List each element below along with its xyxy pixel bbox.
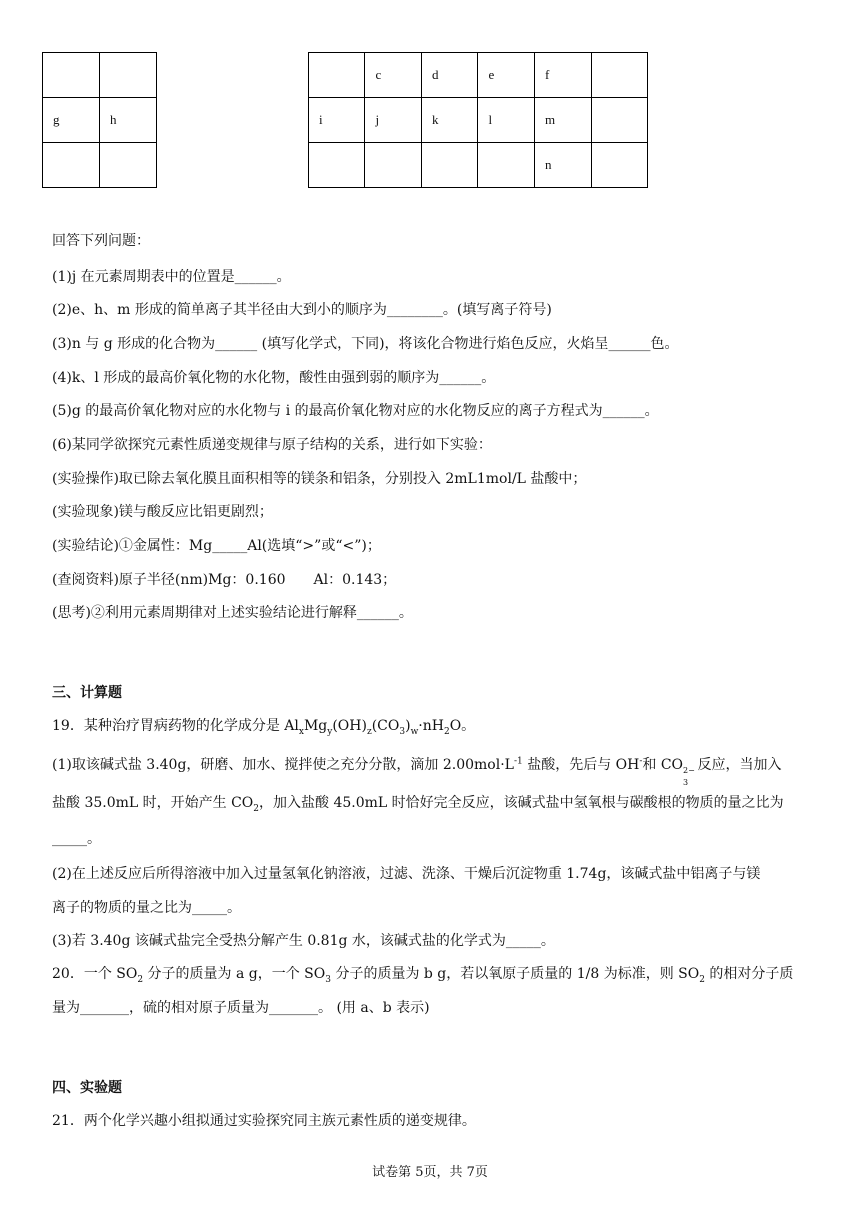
q18-part-5: (5)g 的最高价氧化物对应的水化物与 i 的最高价氧化物对应的水化物反应的离子方程式为______。	[52, 403, 659, 419]
table-cell: l	[478, 98, 535, 143]
section-3-heading: 三、计算题	[52, 685, 122, 701]
q18-part-4: (4)k、l 形成的最高价氧化物的水化物，酸性由强到弱的顺序为______。	[52, 370, 496, 386]
q19-stem: 19．某种治疗胃病药物的化学成分是 $Al_xMg_y(OH)_z(CO_3)_w\cdot nH_2O$。	[52, 718, 476, 737]
periodic-table-left-block	[42, 52, 157, 188]
table-cell: c	[365, 53, 422, 98]
q18-part-3: (3)n 与 g 形成的化合物为______ (填写化学式，下同)，将该化合物进行焰色反应，火焰呈______色。	[52, 336, 679, 352]
q18-intro: 回答下列问题：	[52, 233, 150, 249]
q20-line-2: 量为_______，硫的相对原子质量为_______。 (用 a、b 表示)	[52, 1000, 430, 1016]
table-cell	[591, 143, 647, 188]
periodic-table-right-block	[308, 52, 648, 188]
q18-thinking: (思考)②利用元素周期律对上述实验结论进行解释______。	[52, 605, 413, 621]
q19-part-1-line-3: _____。	[52, 831, 101, 847]
table-cell: d	[421, 53, 478, 98]
q19-part-2-line-2: 离子的物质的量之比为_____。	[52, 900, 241, 916]
q19-part-2-line-1: (2)在上述反应后所得溶液中加入过量氢氧化钠溶液，过滤、洗涤、干燥后沉淀物重 1.74g，该碱式盐中铝离子与镁	[52, 866, 761, 882]
page-footer: 试卷第 5页，共 7页	[372, 1165, 488, 1180]
q18-experiment-conclusion: (实验结论)①金属性：Mg_____Al(选填“>”或“<”)；	[52, 538, 381, 554]
q18-experiment-phenomenon: (实验现象)镁与酸反应比铝更剧烈；	[52, 504, 273, 520]
q19-part-1-line-2: 盐酸 35.0mL 时，开始产生 $CO_2$，加入盐酸 45.0mL 时恰好完全反应，该碱式盐中氢氧根与碳酸根的物质的量之比为	[52, 795, 784, 814]
table-cell: m	[534, 98, 591, 143]
table-cell	[591, 98, 647, 143]
table-cell	[100, 143, 157, 188]
q19-part-3: (3)若 3.40g 该碱式盐完全受热分解产生 0.81g 水，该碱式盐的化学式为_____。	[52, 933, 555, 949]
q18-part-6: (6)某同学欲探究元素性质递变规律与原子结构的关系，进行如下实验：	[52, 437, 492, 453]
table-cell: g	[43, 98, 100, 143]
table-cell	[100, 53, 157, 98]
table-cell: n	[534, 143, 591, 188]
table-cell	[365, 143, 422, 188]
table-cell: e	[478, 53, 535, 98]
q18-part-2: (2)e、h、m 形成的简单离子其半径由大到小的顺序为________。(填写离子符号)	[52, 302, 552, 318]
table-cell	[43, 143, 100, 188]
table-cell: f	[534, 53, 591, 98]
table-cell	[591, 53, 647, 98]
table-cell	[478, 143, 535, 188]
table-cell	[421, 143, 478, 188]
q18-experiment-operation: (实验操作)取已除去氧化膜且面积相等的镁条和铝条，分别投入 2mL1mol/L 盐酸中；	[52, 471, 587, 487]
section-4-heading: 四、实验题	[52, 1080, 122, 1096]
q21-stem: 21．两个化学兴趣小组拟通过实验探究同主族元素性质的递变规律。	[52, 1113, 476, 1129]
table-cell: h	[100, 98, 157, 143]
table-cell	[309, 53, 365, 98]
table-cell	[43, 53, 100, 98]
periodic-table-fragment	[42, 52, 648, 190]
table-cell: k	[421, 98, 478, 143]
table-cell: i	[309, 98, 365, 143]
table-cell: j	[365, 98, 422, 143]
q19-part-1-line-1: (1)取该碱式盐 3.40g，研磨、加水、搅拌使之充分分散，滴加 $2.00mol\cdot L^{-1}$ 盐酸，先后与 OH-和 CO 2− 3 反应，当加入	[52, 756, 782, 787]
q18-reference-data: (查阅资料)原子半径(nm)Mg：0.160 Al：0.143；	[52, 572, 397, 588]
q18-part-1: (1)j 在元素周期表中的位置是______。	[52, 269, 291, 285]
q20-line-1: 20．一个 $SO_2$ 分子的质量为 a g，一个 $SO_3$ 分子的质量为 b g，若以氧原子质量的 1/8 为标准，则 $SO_2$ 的相对分子质	[52, 966, 794, 985]
table-cell	[309, 143, 365, 188]
